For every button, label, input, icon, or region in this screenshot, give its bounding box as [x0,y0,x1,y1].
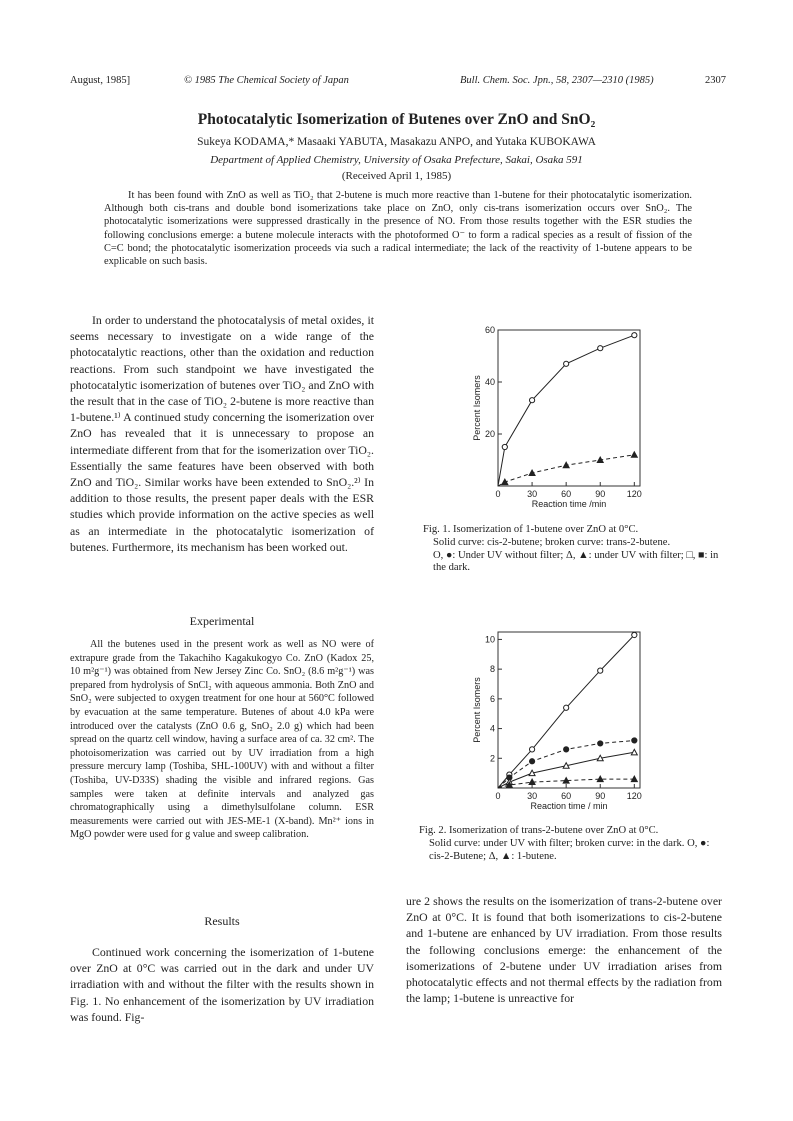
x-tick-label: 60 [561,791,572,801]
y-tick-label: 10 [484,634,495,645]
experimental-paragraph: All the butenes used in the present work as well as NO were of extrapure grade from the Takachiho Kagakukogyo Co. ZnO (Kadox 25, 10 m²g⁻¹) was obtained from New Jersey Zinc Co. SnO₂ (8.6 m²g⁻¹) was prepared from hydrolysis of SnCl₂ with aqueous ammonia. Both ZnO and SnO₂ were subjected to oxygen treatment for one hour at 560°C followed by evacuation at the same temperature. Butenes of about 4.0 kPa were introduced over the catalysts (ZnO 0.6 g, SnO₂ 2.0 g) which had been spread on the quartz cell window, having a surface area of ca. 32 cm². The photoisomerization was carried out by UV irradiation from a high pressure mercury lamp (Toshiba, SHL-100UV) with and without a filter (Toshiba, UV-D33S) shading the visible and infrared regions. Gas samples were taken at definite intervals and analyzed gas chromatographically using a dimethylsulfolane column. ESR measurements were carried out with JES-ME-1 (X-band). Mn²⁺ ions in MgO powder were used for g value and sweep calibration. [70,639,374,841]
results-section [70,944,374,1025]
y-tick-label: 8 [489,664,495,675]
experimental-section [70,638,374,842]
data-point [598,668,603,673]
x-tick-label: 60 [561,489,572,499]
figure-2-caption-title: Fig. 2. Isomerization of trans-2-butene over ZnO at 0°C. [419,825,659,836]
y-tick-label: 60 [484,325,495,335]
results-paragraph: Continued work concerning the isomerization of 1-butene over ZnO at 0°C was carried out in the dark and under UV irradiation with and without the filter with the results shown in Fig. 1. No enhancement of the isomerization by UV irradiation was found. Fig- [70,945,374,1024]
data-point [631,452,637,458]
x-tick-label: 90 [595,489,606,499]
series-line [498,455,634,486]
figure-2-caption [419,825,719,863]
data-point [502,444,507,449]
figure-1-caption-symbols: O, ●: Under UV without filter; Δ, ▲: under UV with filter; □, ■: in the dark. [433,549,719,574]
data-point [564,705,569,710]
y-tick-label: 20 [484,429,495,439]
paper-received-date: (Received April 1, 1985) [341,170,452,182]
results-continuation-paragraph: ure 2 shows the results on the isomerization of trans-2-butene over ZnO at 0°C. It is found that both isomerizations to cis-2-butene and 1-butene are enhanced by UV irradiation. From those results the following conclusions emerge: the enhancement of the isomerizations of 2-butene under UV irradiation arises from photocatalytic effects and not thermal effects by the radiation from the lamp; 1-butene is unreactive for [406,894,722,1006]
data-point [564,361,569,366]
experimental-heading: Experimental [189,614,255,628]
figure-1-caption-title: Fig. 1. Isomerization of 1-butene over ZnO at 0°C. [423,524,639,535]
x-tick-label: 0 [495,489,501,499]
plot-frame [498,330,640,486]
data-point [598,346,603,351]
figure-1-chart [440,318,710,518]
data-point [631,749,637,755]
paper-title: Photocatalytic Isomerization of Butenes over ZnO and SnO₂ [197,111,596,128]
y-axis-label: Percent Isomers [472,677,482,743]
x-tick-label: 30 [527,791,538,801]
x-tick-label: 120 [626,791,642,801]
data-point [632,738,637,743]
figure-2-caption-details: Solid curve: under UV with filter; broken curve: in the dark. O, ●: cis-2-Butene; Δ, ▲: 1-butene. [429,837,710,862]
abstract [104,189,692,268]
y-tick-label: 6 [489,693,495,704]
data-point [632,333,637,338]
data-point [529,747,534,752]
introduction [70,312,374,555]
header-journal: Bull. Chem. Soc. Jpn., 58, 2307—2310 (1985) [460,75,654,86]
header-copyright: © 1985 The Chemical Society of Japan [184,75,349,86]
header-date: August, 1985] [70,75,131,86]
data-point [529,398,534,403]
x-axis-label: Reaction time /min [531,499,607,509]
x-tick-label: 90 [595,791,606,801]
paper-department: Department of Applied Chemistry, University of Osaka Prefecture, Sakai, Osaka 591 [210,154,583,166]
abstract-text: It has been found with ZnO as well as TiO₂ that 2-butene is much more reactive than 1-butene for their photocatalytic isomerization. Although both cis-trans and double bond isomerizations take place on ZnO, only cis-trans isomerization occurs over SnO₂. The photocatalytic isomerizations were suppressed drastically in the presence of NO. From those results together with the ESR studies the following conclusions emerge: a butene molecule interacts with the photoformed O⁻ to form a radical species as a result of fission of the C=C bond; the photocatalytic isomerization proceeds via such a radical intermediate; the lack of the reactivity of 1-butene appears to be explicable on such basis. [104,190,692,268]
y-tick-label: 40 [484,377,495,387]
x-tick-label: 30 [527,489,538,499]
x-tick-label: 120 [626,489,642,499]
data-point [598,741,603,746]
data-point [632,632,637,637]
header-page-number: 2307 [705,75,726,86]
x-tick-label: 0 [495,791,501,801]
y-tick-label: 4 [489,723,495,734]
figure-1-caption-curves: Solid curve: cis-2-butene; broken curve: trans-2-butene. [433,536,671,548]
y-axis-label: Percent Isomers [472,375,482,441]
figure-1-caption [423,524,719,575]
data-point [529,759,534,764]
paper-authors: Sukeya KODAMA,* Masaaki YABUTA, Masakazu ANPO, and Yutaka KUBOKAWA [197,136,596,148]
y-tick-label: 2 [489,753,495,764]
intro-paragraph: In order to understand the photocatalysis of metal oxides, it seems necessary to investigate on a wide range of the photocatalytic reactions, other than the oxidation and reduction reactions. From such standpoint we have investigated the photocatalytic isomerization of butenes over TiO₂ and ZnO with the result that in the case of TiO₂ 2-butene is more reactive than 1-butene.¹⁾ A continued study concerning the isomerization over ZnO has revealed that it is unnecessary to propose an intermediate different from that for the isomerization over TiO₂. Essentially the same features have been observed with both ZnO and TiO₂. Similar works have been extended to SnO₂.²⁾ In addition to those results, the present paper deals with the ESR studies which provide information on the active species as well as an intermediate in the photocatalytic isomerization of butenes. Furthermore, its mechanism has been worked out. [70,313,374,554]
figure-2-chart [440,620,710,820]
results-continuation [406,893,722,1006]
data-point [564,747,569,752]
results-heading: Results [204,914,240,928]
x-axis-label: Reaction time / min [530,801,608,811]
